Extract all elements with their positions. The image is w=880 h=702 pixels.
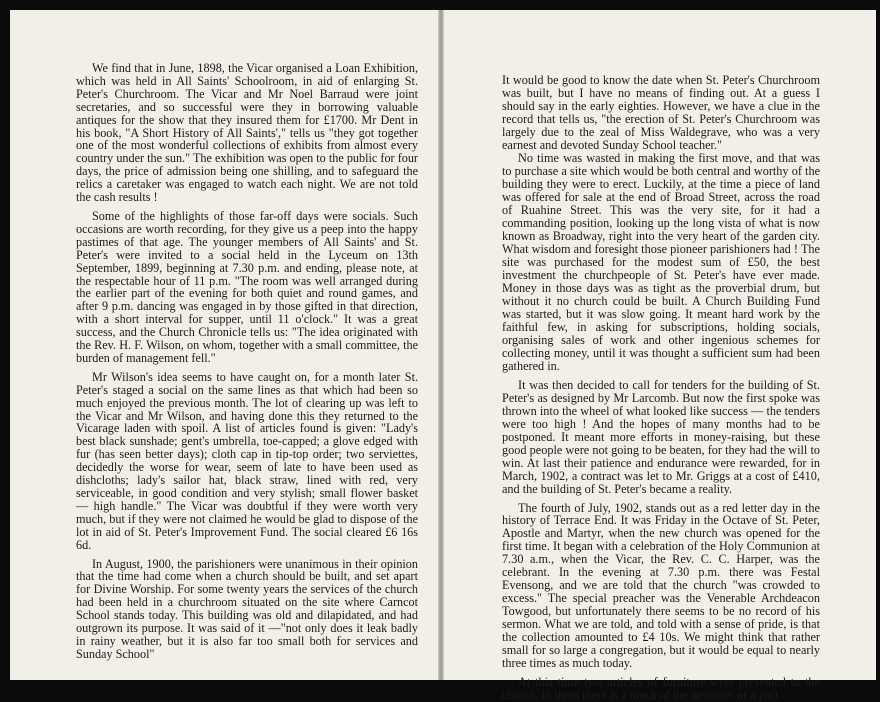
left-paragraph-3: Mr Wilson's idea seems to have caught on, for a month later St. Peter's staged a social on the same lines as that which had been so much enjoyed the previous month. The lot of clearing up was left to the Vicar and Mr Wilson, and having done this they returned to the Vicarage laden with spoil. A list of articles found is given: "Lady's best black sunshade; gent's umbrella, toe-capped; a glove edged with fur (has seen better days); cloth cap in tip-top order; two serviettes, decidedly the worse for wear, seem of late to have been used as dishcloths; lady's sailor hat, black straw, lined with red, very serviceable, in good condition and very stylish; small flower basket — high handle." The Vicar was doubtful if they were worth very much, but if they were not claimed he would be glad to dispose of the lot in aid of St. Peter's Improvement Fund. The social cleared £6 16s 6d. bbox=[76, 369, 418, 552]
right-paragraph-2: No time was wasted in making the first move, and that was to purchase a site which would be both central and worthy of the building they were to erect. Luckily, at the time a piece of land was offered for sale at the end of Broad Street, across the road of Ruahine Street. This was the very site, for it had a commanding position, looking up the long vista of what is now known as Broadway, right into the very heart of the garden city. What wisdom and foresight those pioneer parishioners had ! The site was purchased for the modest sum of £50, the best investment the churchpeople of St. Peter's have ever made. Money in those days was as tight as the proverbial drum, but without it no church could be built. A Church Building Fund was started, but it was slow going. It meant hard work by the faithful few, in asking for subscriptions, holding socials, organising sales of work and other ingenious schemes for collecting money, until it was thought a sufficient sum had been gathered in. bbox=[502, 150, 820, 373]
right-paragraph-5: At this time two articles of furniture were presented to the church. In them there is a touch of the devotion of a past bbox=[502, 675, 820, 702]
right-paragraph-3: It was then decided to call for tenders for the building of St. Peter's as designed by Mr Larcomb. But now the first spoke was thrown into the wheel of what looked like success — the tenders were too high ! And the hopes of many months had to be postponed. It meant more efforts in money-raising, but these good people were not going to be beaten, for they had the will to win. At last their patience and endurance were rewarded, for in March, 1902, a contract was let to Mr. Griggs at a cost of £410, and the building of St. Peter's became a reality. bbox=[502, 377, 820, 496]
left-paragraph-1: We find that in June, 1898, the Vicar organised a Loan Exhibition, which was held in All Saints' Schoolroom, in aid of enlarging St. Peter's Churchroom. The Vicar and Mr Noel Barraud were joint secretaries, and so successful were they in borrowing valuable antiques for the show that they insured them for £1700. Mr Dent in his book, "A Short History of All Saints'," tells us "they got together one of the most wonderful collections of exhibits from almost every country under the sun." The exhibition was open to the public for four days, the price of admission being one shilling, and to safeguard the relics a caretaker was engaged to watch each night. We are not told the cash results ! bbox=[76, 61, 418, 205]
right-paragraph-1: It would be good to know the date when St. Peter's Churchroom was built, but I have no means of finding out. At a guess I should say in the early eighties. However, we have a clue in the record that tells us, "the erection of St. Peter's Churchroom was largely due to the zeal of Miss Waldegrave, who was a very earnest and devoted Sunday School teacher." bbox=[502, 73, 820, 152]
left-paragraph-2: Some of the highlights of those far-off days were socials. Such occasions are worth recording, for they give us a peep into the happy pastimes of that age. The younger members of All Saints' and St. Peter's were invited to a social held in the Lyceum on 13th September, 1899, beginning at 7.30 p.m. and ending, please note, at the respectable hour of 11 p.m. "The room was well arranged during the earlier part of the evening for both quiet and round games, and after 9 p.m. dancing was engaged in by those gifted in that direction, with a short interval for supper, until 11 o'clock." It was a great success, and the Church Chronicle tells us: "The idea originated with the Rev. H. F. Wilson, on whom, together with a small committee, the burden of management fell." bbox=[76, 208, 418, 365]
right-paragraph-4: The fourth of July, 1902, stands out as a red letter day in the history of Terrace End. It was Friday in the Octave of St. Peter, Apostle and Martyr, when the new church was opened for the first time. It began with a celebration of the Holy Communion at 7.30 a.m., when the Vicar, the Rev. C. C. Harper, was the celebrant. In the evening at 7.30 p.m. there was Festal Evensong, and we are told that the church "was crowded to excess." The special preacher was the Venerable Archdeacon Towgood, but unfortunately there seems to be no record of his sermon. What we are told, and told with a sense of pride, is that the collection amounted to £4 10s. We might think that rather small for so large a congregation, but it would be equal to nearly three times as much today. bbox=[502, 500, 820, 671]
left-paragraph-4: In August, 1900, the parishioners were unanimous in their opinion that the time had come when a church should be built, and set apart for Divine Worship. For some twenty years the services of the church had been held in a churchroom situated on the site where Carncot School stands today. This building was old and dilapidated, and had outgrown its purpose. It was said of it —"not only does it leak badly in rainy weather, but it is also far too small both for services and Sunday School" bbox=[76, 556, 418, 661]
right-page bbox=[444, 10, 876, 702]
left-page bbox=[10, 10, 438, 680]
